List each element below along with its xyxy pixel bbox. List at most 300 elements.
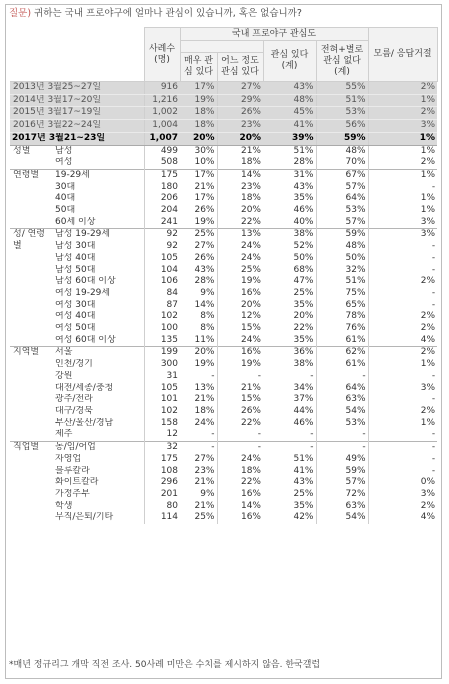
table-row [10,323,437,335]
very-interested-value: 43% [194,264,215,275]
sample-size: 101 [144,394,180,406]
dont-know-value: - [368,182,437,194]
very-interested-value: 14% [194,299,215,310]
interested-total-value: 39% [263,132,316,145]
survey-period: 2017년 3월21~23일 [10,132,144,145]
dont-know-value: 1% [368,145,437,157]
sample-size: 916 [144,82,180,95]
very-interested-value: 17% [180,169,217,181]
dont-know-value: 2% [368,157,437,169]
sample-size: 296 [144,477,180,489]
row-label: 남성 30대 [55,241,96,252]
not-interested-total-value: 51% [316,276,368,288]
somewhat-interested-value: 16% [217,288,263,300]
not-interested-total-value: 54% [316,512,368,524]
very-interested-value: - [211,429,215,440]
sample-size: 92 [144,229,180,241]
table-row [10,394,437,406]
somewhat-interested-value: 20% [217,205,263,217]
sample-size: 106 [144,276,180,288]
sample-size: 499 [144,145,180,157]
dont-know-value: 2% [368,347,437,359]
row-label: 남성 60대 이상 [55,276,116,287]
sample-size: 12 [144,429,180,441]
not-interested-total-value: - [316,371,368,383]
interested-total-value: 51% [293,453,314,464]
row-label: 자영업 [55,453,82,464]
not-interested-total-value: 32% [316,265,368,277]
not-interested-total-value: 75% [316,288,368,300]
very-interested-value: 20% [180,347,217,359]
question-label: 질문) [9,8,32,19]
very-interested-value: 10% [194,157,215,168]
row-label: 제주 [55,429,73,440]
row-label: 광주/전라 [55,394,93,405]
table-row [10,157,437,169]
table-row [10,82,437,95]
survey-period: 2015년 3월17~19일 [10,107,144,120]
group-label: 연령별 [10,169,52,229]
table-row [10,241,437,253]
interested-total-value: 44% [293,405,314,416]
interested-total-value: 35% [293,500,314,511]
row-label: 여성 30대 [55,299,96,310]
survey-period: 2014년 3월17~20일 [10,94,144,107]
dont-know-value: - [368,241,437,253]
table-row [10,193,437,205]
interested-total-value: 40% [293,216,314,227]
footnote: *매년 정규리그 개막 직전 조사. 50사례 미만은 수치를 제시하지 않음. 한국갤럽 [9,660,321,670]
row-label: 남성 40대 [55,252,96,263]
table-row [10,418,437,430]
dont-know-value: - [368,300,437,312]
table-row [10,205,437,217]
somewhat-interested-value: 26% [217,406,263,418]
row-label: 여성 40대 [55,311,96,322]
very-interested-value: 21% [194,500,215,511]
very-interested-value: 9% [200,488,215,499]
dont-know-value: 3% [368,229,437,241]
header-sample-size: 사례수 (명) [144,28,180,82]
dont-know-value: - [368,454,437,466]
interested-total-value: 41% [293,465,314,476]
dont-know-value: 0% [368,477,437,489]
somewhat-interested-value: 18% [217,466,263,478]
somewhat-interested-value: 15% [217,323,263,335]
interested-total-value: 43% [263,82,316,95]
sample-size: 80 [144,501,180,513]
table-row [10,120,437,133]
very-interested-value: 28% [194,276,215,287]
sample-size: 102 [144,406,180,418]
very-interested-value: 21% [194,181,215,192]
table-row [10,477,437,489]
dont-know-value: - [368,253,437,265]
somewhat-interested-value: 20% [217,132,263,145]
table-row [10,489,437,501]
group-label: 성별 [10,145,52,169]
sample-size: 102 [144,311,180,323]
interested-total-value: 22% [293,323,314,334]
sample-size: 1,007 [144,132,180,145]
very-interested-value: - [211,370,215,381]
header-blank [10,28,144,82]
interested-total-value: 43% [293,181,314,192]
not-interested-total-value: 53% [316,418,368,430]
sample-size: 92 [144,241,180,253]
somewhat-interested-value: 21% [217,383,263,395]
interested-total-value: 68% [293,264,314,275]
table-row [10,217,437,229]
very-interested-value: 24% [194,417,215,428]
somewhat-interested-value: 19% [217,276,263,288]
row-label: 여성 19-29세 [55,287,111,298]
table-row [10,265,437,277]
not-interested-total-value: 57% [316,217,368,229]
somewhat-interested-value: 16% [217,489,263,501]
dont-know-value: 4% [368,335,437,347]
row-label: 가정주부 [55,488,90,499]
table-row [10,276,437,288]
not-interested-total-value: 59% [316,132,368,145]
not-interested-total-value: 57% [316,182,368,194]
row-label: 여성 50대 [55,323,96,334]
table-row [10,107,437,120]
very-interested-value: 18% [194,405,215,416]
row-label: 무직/은퇴/기타 [55,512,114,523]
somewhat-interested-value: 20% [217,300,263,312]
table-row [10,383,437,395]
table-row [10,501,437,513]
somewhat-interested-value: 22% [217,217,263,229]
sample-size: 84 [144,288,180,300]
header-spacer [180,41,263,53]
very-interested-value: 23% [194,465,215,476]
table-row [10,429,437,441]
interested-total-value: 31% [263,169,316,181]
table-row [10,229,437,241]
row-label: 대전/세종/충청 [55,382,114,393]
very-interested-value: 11% [194,334,215,345]
dont-know-value: 1% [368,193,437,205]
very-interested-value: 20% [180,132,217,145]
row-label: 서울 [52,347,144,359]
dont-know-value: 1% [368,132,437,145]
sample-size: 104 [144,265,180,277]
dont-know-value: 2% [368,406,437,418]
sample-size: 135 [144,335,180,347]
somewhat-interested-value: 21% [217,145,263,157]
not-interested-total-value: 48% [316,241,368,253]
very-interested-value: 13% [194,382,215,393]
dont-know-value: - [368,466,437,478]
table-row [10,335,437,347]
table-row [10,442,437,454]
very-interested-value: 27% [194,241,215,252]
interested-total-value: - [310,370,314,381]
sample-size: 508 [144,157,180,169]
sample-size: 114 [144,512,180,524]
not-interested-total-value: - [316,429,368,441]
somewhat-interested-value: 13% [217,229,263,241]
table-row [10,512,437,524]
somewhat-interested-value: 23% [217,120,263,133]
group-label: 지역별 [10,347,52,442]
table-header [10,28,437,82]
dont-know-value: 1% [368,94,437,107]
row-label: 화이트칼라 [55,477,99,488]
interested-total-value: 46% [293,417,314,428]
row-label: 19-29세 [52,169,144,181]
interested-total-value: 48% [263,94,316,107]
interested-total-value: 41% [263,120,316,133]
very-interested-value: 9% [200,287,215,298]
not-interested-total-value: 48% [316,145,368,157]
somewhat-interested-value: 24% [217,253,263,265]
sample-size: 206 [144,193,180,205]
dont-know-value: 3% [368,120,437,133]
interested-total-value: 25% [293,488,314,499]
not-interested-total-value: 50% [316,253,368,265]
dont-know-value: - [368,394,437,406]
not-interested-total-value: 49% [316,454,368,466]
interested-total-value: 43% [293,477,314,488]
somewhat-interested-value: 18% [217,157,263,169]
interested-total-value: - [310,429,314,440]
very-interested-value: 25% [180,229,217,241]
somewhat-interested-value: 26% [217,107,263,120]
not-interested-total-value: 53% [316,205,368,217]
table-row [10,132,437,145]
not-interested-total-value: 54% [316,406,368,418]
dont-know-value: - [368,288,437,300]
very-interested-value: 21% [194,394,215,405]
dont-know-value: - [368,442,437,454]
dont-know-value: 3% [368,489,437,501]
very-interested-value: 19% [194,216,215,227]
sample-size: 105 [144,253,180,265]
somewhat-interested-value: 24% [217,335,263,347]
not-interested-total-value: 61% [316,335,368,347]
table-row [10,94,437,107]
group-label: 직업별 [10,442,52,524]
row-label: 부산/울산/경남 [55,417,114,428]
table-row [10,253,437,265]
sample-size: 108 [144,466,180,478]
row-label: 30대 [55,181,76,192]
interested-total-value: 47% [293,276,314,287]
header-interested-total: 관심 있다 (계) [263,41,316,82]
not-interested-total-value: 67% [316,169,368,181]
table-row [10,406,437,418]
not-interested-total-value: 63% [316,501,368,513]
header-dont-know: 모름/ 응답거절 [368,28,437,82]
interested-total-value: 38% [293,359,314,370]
dont-know-value: 3% [368,383,437,395]
somewhat-interested-value: 16% [217,512,263,524]
table-row [10,466,437,478]
dont-know-value: 4% [368,512,437,524]
header-very-interested: 매우 관심 있다 [180,53,217,82]
dont-know-value: 2% [368,311,437,323]
very-interested-value: 27% [194,453,215,464]
not-interested-total-value: 51% [316,94,368,107]
not-interested-total-value: 57% [316,477,368,489]
interested-total-value: 38% [263,229,316,241]
interested-total-value: 35% [293,299,314,310]
very-interested-value: 18% [180,120,217,133]
row-label: 여성 [55,157,73,168]
somewhat-interested-value: - [217,429,263,441]
sample-size: 105 [144,383,180,395]
somewhat-interested-value: - [217,442,263,454]
survey-period: 2016년 3월22~24일 [10,120,144,133]
table-row [10,169,437,181]
row-label: 인천/경기 [55,359,93,370]
table-row [10,371,437,383]
somewhat-interested-value: 27% [217,82,263,95]
not-interested-total-value: 55% [316,82,368,95]
interested-total-value: 45% [263,107,316,120]
very-interested-value: 21% [194,477,215,488]
question-text: 귀하는 국내 프로야구에 얼마나 관심이 있습니까, 혹은 없습니까? [34,8,302,19]
not-interested-total-value: 76% [316,323,368,335]
not-interested-total-value: 61% [316,359,368,371]
sample-size: 1,002 [144,107,180,120]
table-row [10,347,437,359]
sample-size: 100 [144,323,180,335]
somewhat-interested-value: 14% [217,501,263,513]
somewhat-interested-value: 24% [217,454,263,466]
very-interested-value: 26% [194,205,215,216]
very-interested-value: 18% [180,107,217,120]
somewhat-interested-value: 12% [217,311,263,323]
sample-size: 31 [144,371,180,383]
not-interested-total-value: 64% [316,193,368,205]
row-label: 40대 [55,193,76,204]
row-label: 남성 19-29세 [52,229,144,241]
interested-total-value: 35% [293,334,314,345]
table-row [10,182,437,194]
interested-total-value: 34% [293,382,314,393]
sample-size: 300 [144,359,180,371]
very-interested-value: 25% [194,512,215,523]
very-interested-value: 8% [200,311,215,322]
sample-size: 175 [144,454,180,466]
dont-know-value: 1% [368,169,437,181]
header-somewhat-interested: 어느 정도 관심 있다 [217,53,263,82]
very-interested-value: 19% [180,94,217,107]
dont-know-value: 2% [368,323,437,335]
dont-know-value: 1% [368,418,437,430]
dont-know-value: 1% [368,359,437,371]
very-interested-value: 17% [194,193,215,204]
somewhat-interested-value: 19% [217,359,263,371]
very-interested-value: - [180,442,217,454]
row-label: 60세 이상 [55,216,96,227]
dont-know-value: - [368,265,437,277]
interested-total-value: 25% [293,287,314,298]
row-label: 농/임/어업 [52,442,144,454]
interested-total-value: 37% [293,394,314,405]
group-label: 성/ 연령별 [10,229,52,347]
somewhat-interested-value: 22% [217,477,263,489]
somewhat-interested-value: 15% [217,394,263,406]
table-row [10,454,437,466]
survey-period: 2013년 3월25~27일 [10,82,144,95]
somewhat-interested-value: 29% [217,94,263,107]
dont-know-value: 2% [368,107,437,120]
not-interested-total-value: 70% [316,157,368,169]
very-interested-value: 30% [180,145,217,157]
row-label: 학생 [55,500,73,511]
not-interested-total-value: 63% [316,394,368,406]
interested-total-value: 51% [263,145,316,157]
row-label: 여성 60대 이상 [55,334,116,345]
table-row [10,288,437,300]
interested-total-value: 35% [293,193,314,204]
dont-know-value: - [368,371,437,383]
header-not-interested-total: 전혀+별로 관심 없다 (계) [316,41,368,82]
not-interested-total-value: 59% [316,466,368,478]
somewhat-interested-value: 16% [217,347,263,359]
not-interested-total-value: 53% [316,107,368,120]
dont-know-value: 1% [368,205,437,217]
sample-size: 87 [144,300,180,312]
very-interested-value: 26% [194,252,215,263]
very-interested-value: 17% [180,82,217,95]
interested-total-value: 52% [293,241,314,252]
dont-know-value: 3% [368,217,437,229]
not-interested-total-value: 65% [316,300,368,312]
sample-size: 1,004 [144,120,180,133]
sample-size: 241 [144,217,180,229]
interested-total-value: 50% [293,252,314,263]
not-interested-total-value: 56% [316,120,368,133]
not-interested-total-value: 59% [316,229,368,241]
sample-size: 158 [144,418,180,430]
very-interested-value: 19% [194,359,215,370]
survey-results-table [10,27,438,524]
table-row [10,300,437,312]
somewhat-interested-value: 23% [217,182,263,194]
row-label: 강원 [55,370,73,381]
row-label: 50대 [55,205,76,216]
interested-total-value: - [263,442,316,454]
dont-know-value: - [368,429,437,441]
somewhat-interested-value: 14% [217,169,263,181]
row-label: 남성 [52,145,144,157]
table-row [10,311,437,323]
survey-question [9,8,302,20]
not-interested-total-value: 72% [316,489,368,501]
table-body [10,82,437,525]
dont-know-value: 2% [368,82,437,95]
row-label: 블루칼라 [55,465,90,476]
sample-size: 199 [144,347,180,359]
somewhat-interested-value: - [217,371,263,383]
interested-total-value: 46% [293,205,314,216]
table-row [10,145,437,157]
row-label: 남성 50대 [55,264,96,275]
sample-size: 1,216 [144,94,180,107]
table-row [10,359,437,371]
very-interested-value: 8% [200,323,215,334]
row-label: 대구/경북 [55,405,93,416]
sample-size: 204 [144,205,180,217]
somewhat-interested-value: 22% [217,418,263,430]
interested-total-value: 42% [293,512,314,523]
